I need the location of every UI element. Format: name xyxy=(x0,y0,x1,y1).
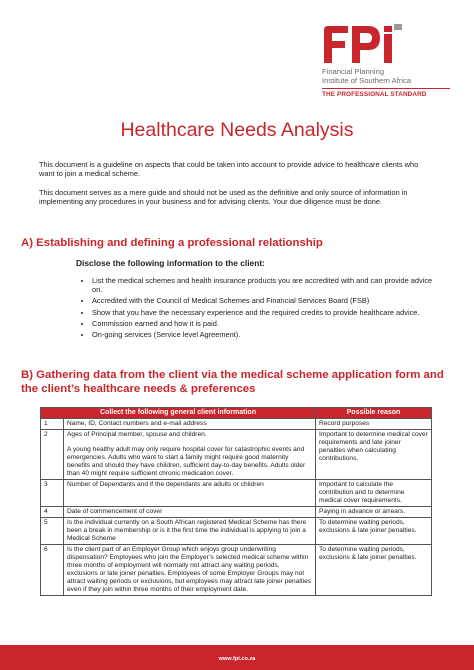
row-number: 1 xyxy=(41,419,64,430)
row-number: 2 xyxy=(41,430,64,480)
row-info: Date of commencement of cover xyxy=(64,507,316,518)
row-reason: Important to determine medical cover requirements and late joiner penalties when calculating contributions. xyxy=(316,430,432,480)
list-item: • Commission earned and how it is paid. xyxy=(92,319,437,328)
row-reason: To determine waiting periods, exclusions & late joiner penalties. xyxy=(316,518,432,545)
row-reason: Important to calculate the contribution and to determine medical cover requirements. xyxy=(316,480,432,507)
client-info-table xyxy=(40,407,432,596)
row-reason: Record purposes xyxy=(316,419,432,430)
row-number: 6 xyxy=(41,545,64,596)
intro-paragraph-1: This document is a guideline on aspects that could be taken into account to provide advice to healthcare clients who want to join a medical scheme. xyxy=(39,160,419,179)
table-row xyxy=(41,430,432,480)
footer-bar xyxy=(0,645,474,670)
list-item: • Accredited with the Council of Medical Schemes and Financial Services Board (FSB) xyxy=(92,296,437,305)
row-reason: Paying in advance or arrears. xyxy=(316,507,432,518)
row-number: 4 xyxy=(41,507,64,518)
row-number: 3 xyxy=(41,480,64,507)
section-a-subheading: Disclose the following information to the client: xyxy=(76,258,265,268)
disclosure-list xyxy=(78,276,437,341)
table-row xyxy=(41,545,432,596)
footer-url-link[interactable]: www.fpi.co.za xyxy=(218,656,256,662)
fpi-logo xyxy=(322,24,450,98)
logo-line-2: Institute of Southern Africa xyxy=(322,76,412,85)
table-row xyxy=(41,419,432,430)
document-title: Healthcare Needs Analysis xyxy=(120,119,354,141)
row-info: Ages of Principal member, spouse and children. xyxy=(67,431,207,438)
row-note: A young healthy adult may only require hospital cover for catastrophic events and emergencies. Adults who want to start a family might require good maternity benefits and should they have children, sufficient day-to-day benefits. Adults older than 40 might require sufficient chronic medication cover. xyxy=(67,446,306,477)
section-b-heading: B) Gathering data from the client via the medical scheme application form and the client’s healthcare needs & preferences xyxy=(21,369,444,395)
table-header-row xyxy=(41,408,432,419)
fpi-logo-mark xyxy=(322,24,404,64)
column-header-info: Collect the following general client information xyxy=(41,408,316,419)
row-info: Is the client part of an Employer Group which enjoys group underwriting dispensation? Employees who join the Employer’s selected medical scheme within three months of employment will normally not attract any waiting periods, exclusions or late joiner penalties. Employees of some Employer Groups may not attract waiting periods or exclusions, but employees may attract late joiner penalties even if they join within three months of their employment date. xyxy=(64,545,316,596)
list-item: • List the medical schemes and health insurance products you are accredited with and can provide advice on. xyxy=(92,276,437,294)
row-info: Name, ID, Contact numbers and e-mail address xyxy=(64,419,316,430)
logo-line-1: Financial Planning xyxy=(322,67,385,76)
section-a-heading: A) Establishing and defining a professional relationship xyxy=(21,237,323,249)
list-item: • Show that you have the necessary experience and the required credits to provide healthcare advice. xyxy=(92,308,437,317)
intro-paragraph-2: This document serves as a mere guide and should not be used as the definitive and only source of information in implementing any procedures in your business and for advising clients. Your due diligence must be done. xyxy=(39,188,408,207)
column-header-reason: Possible reason xyxy=(316,408,432,419)
table-row xyxy=(41,507,432,518)
logo-tagline: THE PROFESSIONAL STANDARD xyxy=(322,88,450,98)
table-row xyxy=(41,518,432,545)
list-item: • On-going services (Service level Agreement). xyxy=(92,330,437,339)
row-info: Number of Dependants and if the dependants are adults or children xyxy=(64,480,316,507)
row-info-cell xyxy=(64,430,316,480)
row-info: Is the individual currently on a South African registered Medical Scheme has there been a break in membership or is it the first time the individual is applying to join a Medical Scheme xyxy=(64,518,316,545)
table-row xyxy=(41,480,432,507)
row-number: 5 xyxy=(41,518,64,545)
row-reason: To determine waiting periods, exclusions & late joiner penalties. xyxy=(316,545,432,596)
